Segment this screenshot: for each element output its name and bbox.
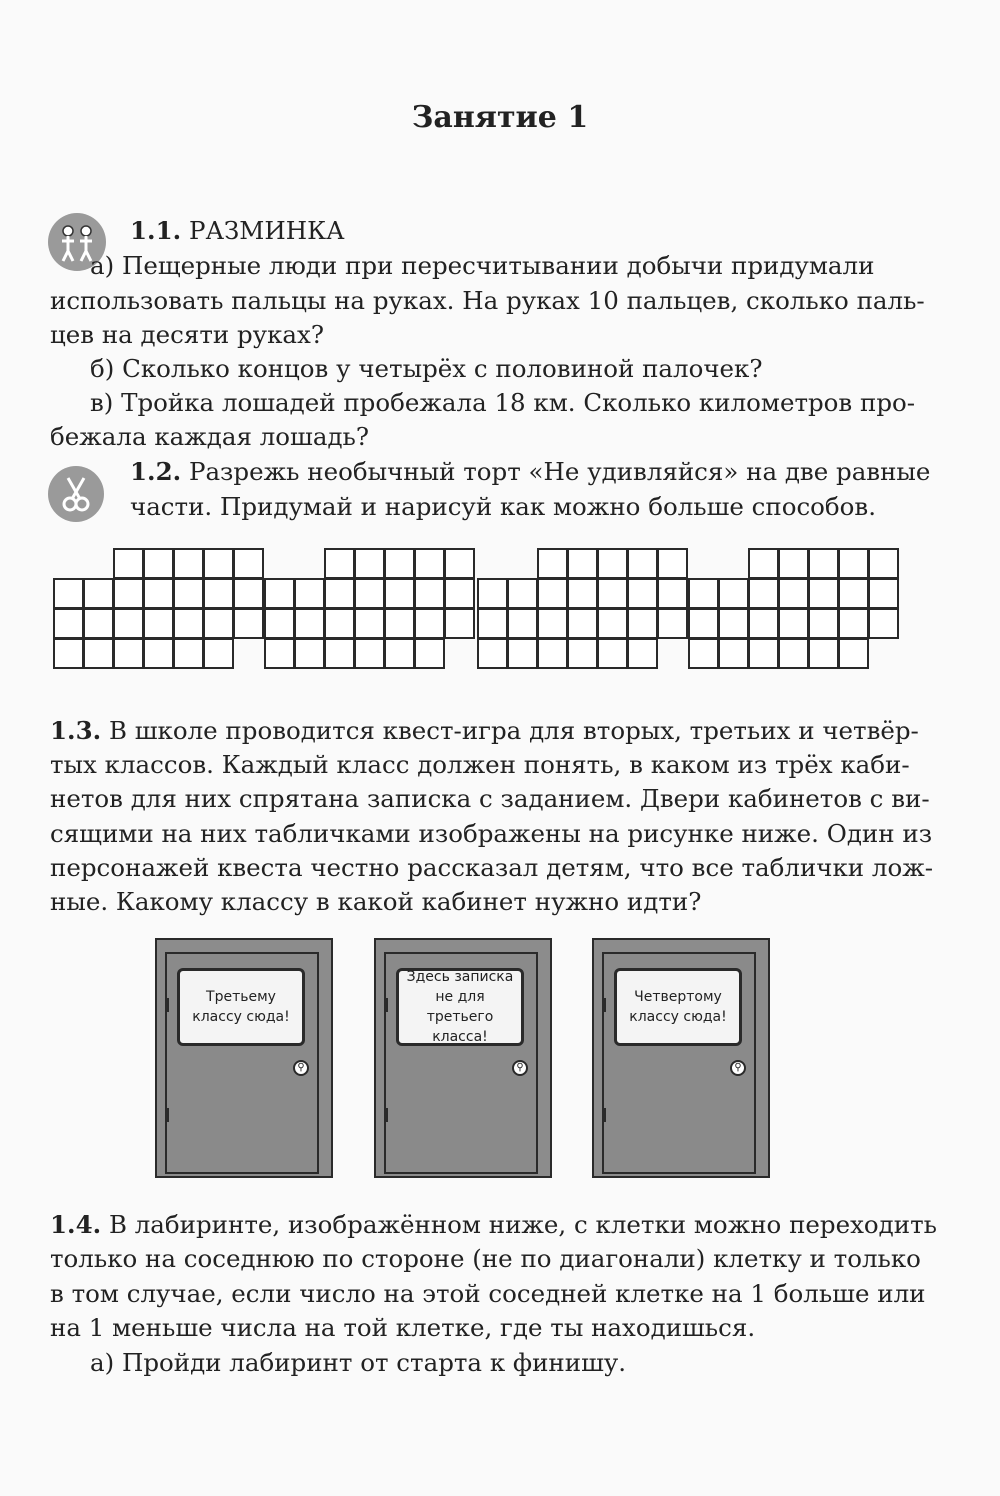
grid-cell	[748, 548, 779, 579]
grid-cell	[83, 578, 114, 609]
grid-cell	[838, 638, 869, 669]
task-1-3-line: ные. Какому классу в какой кабинет нужно идти?	[50, 887, 702, 916]
door-3	[592, 938, 770, 1178]
grid-cell	[657, 548, 688, 579]
grid-cell	[203, 608, 234, 639]
grid-cell	[567, 638, 598, 669]
task-1-3-line: тых классов. Каждый класс должен понять, в каком из трёх каби-	[50, 750, 910, 779]
grid-cell	[688, 638, 719, 669]
grid-cell	[354, 548, 385, 579]
task-text: Разрежь необычный торт «Не удивляйся» на две равные	[188, 457, 931, 486]
grid-cell	[597, 578, 628, 609]
grid-cell	[294, 608, 325, 639]
task-1-1-line: бежала каждая лошадь?	[50, 422, 370, 451]
grid-cell	[597, 548, 628, 579]
scissors-icon	[48, 466, 104, 522]
grid-cell	[83, 638, 114, 669]
task-number: 1.1.	[130, 216, 182, 245]
grid-cell	[507, 638, 538, 669]
grid-cell	[748, 638, 779, 669]
grid-cell	[444, 578, 475, 609]
grid-cell	[537, 578, 568, 609]
grid-cell	[233, 548, 264, 579]
grid-cell	[203, 548, 234, 579]
grid-cell	[173, 548, 204, 579]
door-sign: Третьему классу сюда!	[177, 968, 305, 1046]
grid-cell	[53, 608, 84, 639]
grid-cell	[414, 578, 445, 609]
grid-cell	[354, 638, 385, 669]
door-2	[374, 938, 552, 1178]
grid-cell	[838, 578, 869, 609]
grid-cell	[838, 548, 869, 579]
grid-cell	[324, 578, 355, 609]
grid-cell	[384, 578, 415, 609]
grid-cell	[808, 638, 839, 669]
grid-cell	[414, 548, 445, 579]
grid-cell	[718, 578, 749, 609]
task-1-1-line: б) Сколько концов у четырёх с половиной палочек?	[90, 354, 763, 383]
task-1-2-line	[130, 455, 930, 490]
grid-cell	[143, 578, 174, 609]
task-text: В школе проводится квест-игра для вторых, третьих и четвёр-	[108, 716, 919, 745]
grid-cell	[324, 608, 355, 639]
task-1-1-line: а) Пещерные люди при пересчитывании добычи придумали	[90, 251, 875, 280]
grid-cell	[324, 638, 355, 669]
lock-icon: ⚲	[512, 1060, 528, 1076]
grid-cell	[838, 608, 869, 639]
task-1-3-line: сящими на них табличками изображены на рисунке ниже. Один из	[50, 819, 933, 848]
task-1-1-line: цев на десяти руках?	[50, 320, 324, 349]
task-1-4-line	[50, 1208, 937, 1243]
grid-cell	[113, 608, 144, 639]
grid-cell	[597, 638, 628, 669]
grid-cell	[384, 608, 415, 639]
task-number: 1.2.	[130, 457, 182, 486]
grid-cell	[233, 608, 264, 639]
grid-cell	[203, 578, 234, 609]
task-1-3-line: персонажей квеста честно рассказал детям, что все таблички лож-	[50, 853, 934, 882]
grid-cell	[173, 578, 204, 609]
task-text: В лабиринте, изображённом ниже, с клетки можно переходить	[108, 1210, 937, 1239]
grid-cell	[808, 548, 839, 579]
grid-cell	[627, 608, 658, 639]
grid-cell	[507, 578, 538, 609]
grid-cell	[477, 638, 508, 669]
grid-cell	[53, 578, 84, 609]
grid-cell	[808, 608, 839, 639]
task-1-4-line: только на соседнюю по стороне (не по диагонали) клетку и только	[50, 1244, 921, 1273]
grid-cell	[264, 578, 295, 609]
grid-cell	[597, 608, 628, 639]
task-1-3-line	[50, 714, 919, 749]
grid-cell	[384, 548, 415, 579]
grid-cell	[173, 608, 204, 639]
grid-cell	[868, 578, 899, 609]
grid-cell	[778, 638, 809, 669]
task-1-1-line: в) Тройка лошадей пробежала 18 км. Сколько километров про-	[90, 388, 916, 417]
task-1-3-line: нетов для них спрятана записка с заданием. Двери кабинетов с ви-	[50, 784, 930, 813]
grid-cell	[143, 548, 174, 579]
grid-cell	[354, 608, 385, 639]
door-sign: Здесь записка не для третьего класса!	[396, 968, 524, 1046]
grid-cell	[778, 578, 809, 609]
task-heading: РАЗМИНКА	[188, 216, 345, 245]
task-number: 1.3.	[50, 716, 102, 745]
grid-cell	[143, 608, 174, 639]
grid-cell	[384, 638, 415, 669]
grid-cell	[143, 638, 174, 669]
grid-cell	[868, 608, 899, 639]
grid-cell	[324, 548, 355, 579]
lock-icon: ⚲	[730, 1060, 746, 1076]
grid-cell	[294, 578, 325, 609]
grid-cell	[537, 638, 568, 669]
grid-cell	[627, 578, 658, 609]
grid-cell	[657, 608, 688, 639]
task-1-2-line: части. Придумай и нарисуй как можно больше способов.	[130, 492, 877, 521]
grid-cell	[264, 638, 295, 669]
grid-cell	[203, 638, 234, 669]
door-sign: Четвертому классу сюда!	[614, 968, 742, 1046]
grid-cell	[294, 638, 325, 669]
grid-cell	[718, 608, 749, 639]
grid-cell	[233, 578, 264, 609]
grid-cell	[537, 608, 568, 639]
task-1-4-line: а) Пройди лабиринт от старта к финишу.	[90, 1348, 627, 1377]
grid-cell	[748, 578, 779, 609]
door-1	[155, 938, 333, 1178]
grid-cell	[354, 578, 385, 609]
task-number: 1.4.	[50, 1210, 102, 1239]
grid-cell	[868, 548, 899, 579]
grid-cell	[113, 578, 144, 609]
grid-cell	[414, 638, 445, 669]
grid-cell	[657, 578, 688, 609]
grid-cell	[778, 608, 809, 639]
grid-cell	[264, 608, 295, 639]
grid-cell	[477, 578, 508, 609]
grid-cell	[627, 638, 658, 669]
lock-icon: ⚲	[293, 1060, 309, 1076]
grid-cell	[748, 608, 779, 639]
grid-cell	[778, 548, 809, 579]
grid-cell	[567, 548, 598, 579]
task-1-4-line: на 1 меньше числа на той клетке, где ты находишься.	[50, 1313, 756, 1342]
grid-cell	[567, 578, 598, 609]
grid-cell	[477, 608, 508, 639]
grid-cell	[537, 548, 568, 579]
grid-cell	[53, 638, 84, 669]
grid-cell	[808, 578, 839, 609]
grid-cell	[507, 608, 538, 639]
page-title: Занятие 1	[411, 100, 589, 135]
grid-cell	[113, 638, 144, 669]
grid-cell	[688, 578, 719, 609]
grid-cell	[444, 608, 475, 639]
grid-cell	[444, 548, 475, 579]
grid-cell	[173, 638, 204, 669]
task-1-4-line: в том случае, если число на этой соседней клетке на 1 больше или	[50, 1279, 926, 1308]
grid-cell	[688, 608, 719, 639]
grid-cell	[567, 608, 598, 639]
grid-cell	[718, 638, 749, 669]
task-1-1-line: использовать пальцы на руках. На руках 10 пальцев, сколько паль-	[50, 286, 925, 315]
grid-cell	[627, 548, 658, 579]
grid-cell	[414, 608, 445, 639]
grid-cell	[83, 608, 114, 639]
task-1-1-heading	[130, 214, 345, 249]
grid-cell	[113, 548, 144, 579]
